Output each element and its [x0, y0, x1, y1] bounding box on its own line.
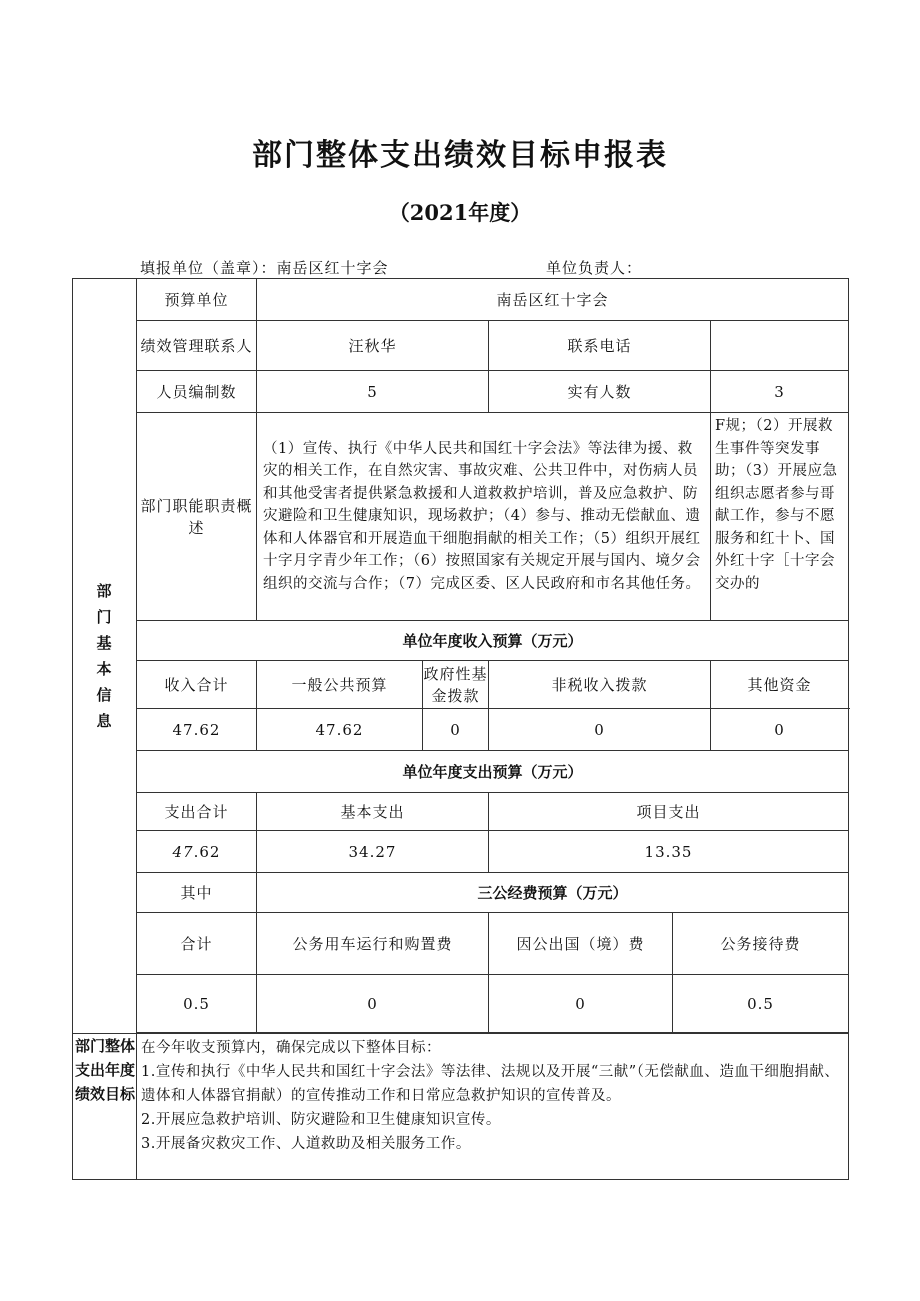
filing-unit: 填报单位（盖章）：南岳区红十字会: [140, 259, 389, 277]
unit-leader: 单位负责人：: [546, 259, 643, 277]
among-label: 其中: [137, 873, 257, 913]
goals-line-3: 3.开展备灾救灾工作、人道救助及相关服务工作。: [141, 1136, 471, 1152]
three-public-value-total: 0.5: [137, 975, 257, 1033]
income-value-fund: 0: [423, 709, 489, 751]
three-public-header-abroad: 因公出国（境）费: [489, 913, 673, 975]
expense-header-total: 支出合计: [137, 793, 257, 831]
income-value-total: 47.62: [137, 709, 257, 751]
expense-value-basic: 34.27: [257, 831, 489, 873]
contact-value: 汪秋华: [257, 321, 489, 371]
income-value-nontax: 0: [489, 709, 711, 751]
staff-quota-value: 5: [257, 371, 489, 413]
three-public-header-reception: 公务接待费: [673, 913, 849, 975]
performance-table: [72, 278, 849, 1180]
three-public-value-abroad: 0: [489, 975, 673, 1033]
income-header-total: 收入合计: [137, 661, 257, 709]
expense-value-total: [137, 831, 257, 873]
expense-budget-heading: 单位年度支出预算（万元）: [137, 751, 849, 793]
duties-overflow-text: F规；（2）开展救生事件等突发事助；（3）开展应急组织志愿者参与哥献工作，参与不愿服务和红十卜、国外红十字［十字会交办的: [711, 413, 849, 621]
expense-header-project: 项目支出: [489, 793, 849, 831]
document-year: （2021年度）: [388, 200, 532, 225]
phone-value: [711, 321, 849, 371]
three-public-header-vehicle: 公务用车运行和购置费: [257, 913, 489, 975]
income-header-general: 一般公共预算: [257, 661, 423, 709]
actual-staff-label: 实有人数: [489, 371, 711, 413]
income-value-general: 47.62: [257, 709, 423, 751]
actual-staff-value: 3: [711, 371, 849, 413]
three-public-header-total: 合计: [137, 913, 257, 975]
expense-total-int: 47: [172, 842, 194, 861]
phone-label: 联系电话: [489, 321, 711, 371]
three-public-heading: 三公经费预算（万元）: [257, 873, 849, 913]
goals-line-1: 1.宣传和执行《中华人民共和国红十字会法》等法律、法规以及开展“三献”（无偿献血、造血干细胞捐献、遗体和人体器官捐献）的宣传推动工作和日常应急救护知识的宣传普及。: [141, 1064, 840, 1104]
income-header-nontax: 非税收入拨款: [489, 661, 711, 709]
staff-quota-label: 人员编制数: [137, 371, 257, 413]
income-value-other: 0: [711, 709, 849, 751]
three-public-value-reception: 0.5: [673, 975, 849, 1033]
goals-text: [137, 1034, 849, 1180]
three-public-value-vehicle: 0: [257, 975, 489, 1033]
goals-line-2: 2.开展应急救护培训、防灾避险和卫生健康知识宣传。: [141, 1112, 501, 1128]
duties-text: （1）宣传、执行《中华人民共和国红十字会法》等法律为援、救灾的相关工作，在自然灾害、事故灾难、公共卫件中，对伤病人员和其他受害者提供紧急救援和人道救救护培训，普及应急救护、防灾避险和卫生健康知识，现场救护；（4）参与、推动无偿献血、遗体和人体器官和开展造血干细胞捐献的相关工作；（5）组织开展红十字月字青少年工作；（6）按照国家有关规定开展与国内、境夕会组织的交流与合作；（7）完成区委、区人民政府和市名其他任务。: [257, 413, 711, 621]
income-header-fund: 政府性基金拨款: [423, 661, 489, 709]
goals-section-label: 部门整体支出年度绩效目标: [73, 1034, 137, 1180]
document-title: 部门整体支出绩效目标申报表: [252, 138, 668, 173]
budget-unit-value: 南岳区红十字会: [257, 279, 849, 321]
basic-info-section-label: 部门基本信息: [73, 279, 137, 1034]
expense-value-project: 13.35: [489, 831, 849, 873]
income-header-other: 其他资金: [711, 661, 849, 709]
expense-total-dec: .62: [193, 842, 221, 861]
income-budget-heading: 单位年度收入预算（万元）: [137, 621, 849, 661]
budget-unit-label: 预算单位: [137, 279, 257, 321]
contact-label: 绩效管理联系人: [137, 321, 257, 371]
duties-label: 部门职能职责概述: [137, 413, 257, 621]
goals-line-intro: 在今年收支预算内，确保完成以下整体目标：: [141, 1040, 441, 1056]
expense-header-basic: 基本支出: [257, 793, 489, 831]
